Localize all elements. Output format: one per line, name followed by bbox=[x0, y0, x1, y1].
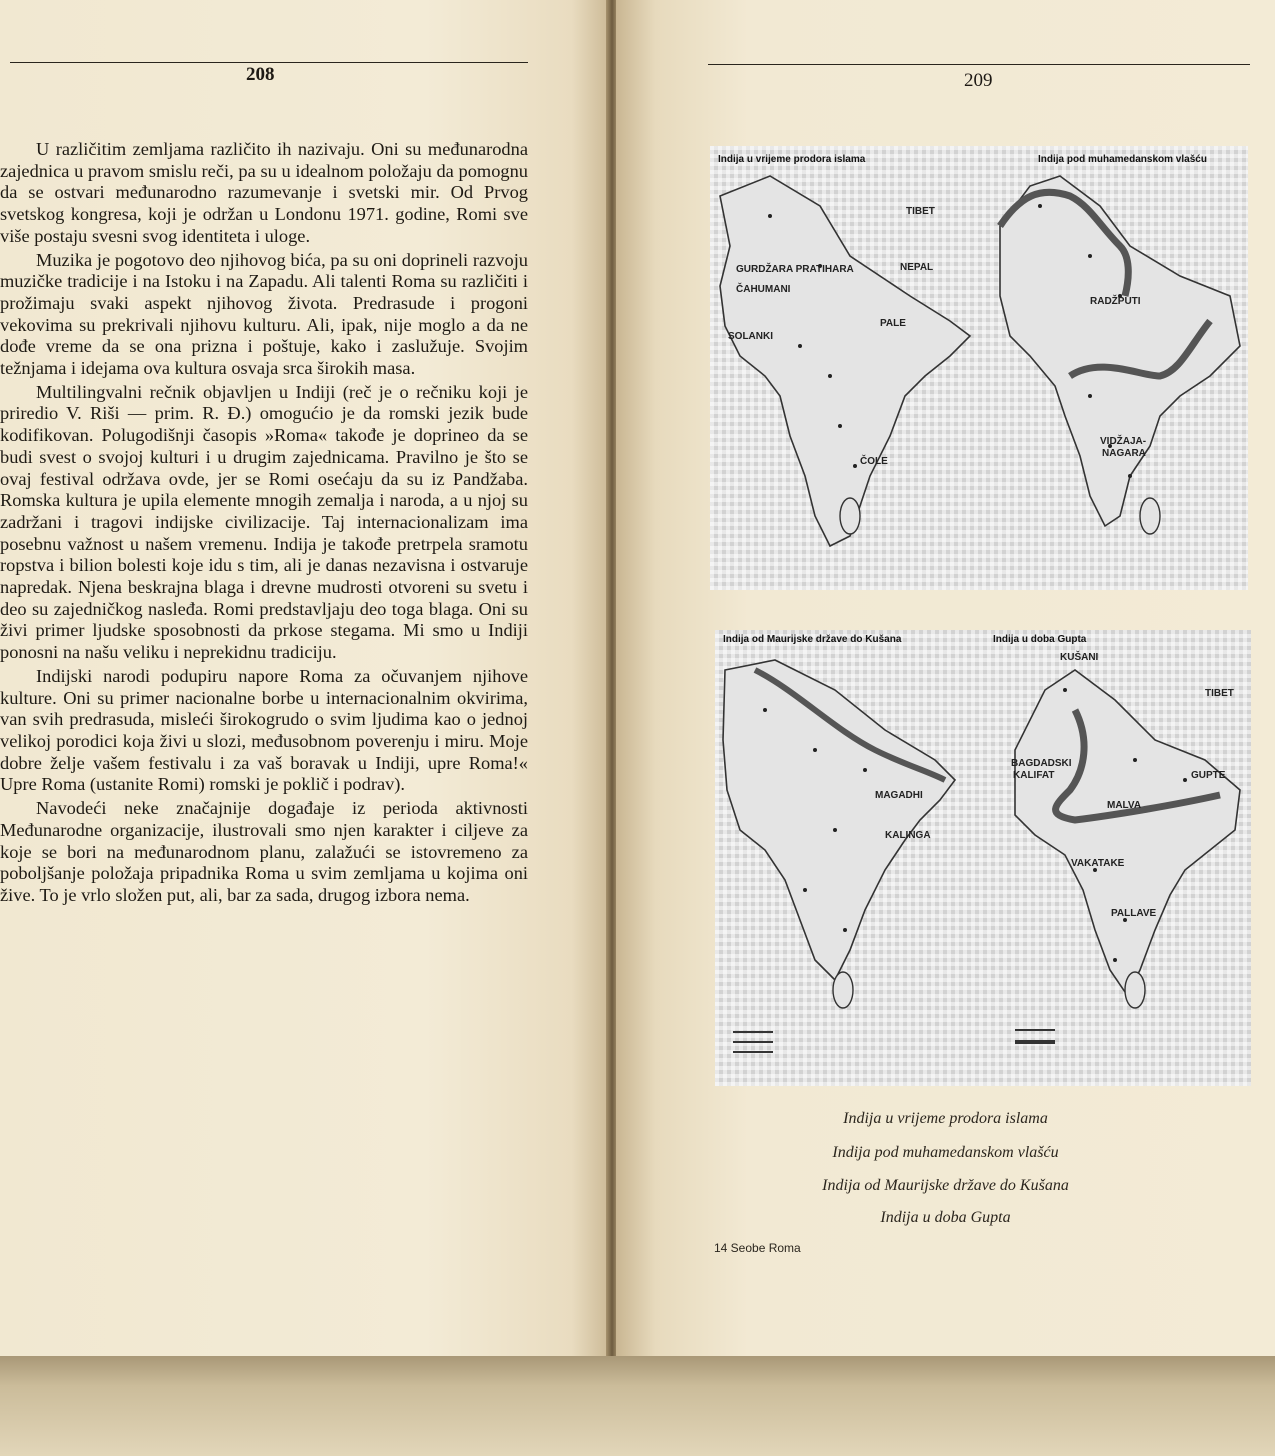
map-label: VAKATAKE bbox=[1071, 858, 1125, 869]
map-title: Indija u doba Gupta bbox=[993, 634, 1087, 645]
legend-lines bbox=[733, 1030, 1055, 1052]
map-label: KALIFAT bbox=[1013, 770, 1055, 781]
right-page bbox=[616, 0, 1275, 1356]
map-label: TIBET bbox=[906, 206, 935, 217]
map-panel-top bbox=[710, 146, 1248, 590]
map-label: TIBET bbox=[1205, 688, 1234, 699]
map-drawing-bottom bbox=[715, 630, 1251, 1086]
map-label: PALLAVE bbox=[1111, 908, 1157, 919]
map-label: KUŠANI bbox=[1060, 652, 1099, 663]
paragraph: Multilingvalni rečnik objavljen u Indiji (reč je o rečniku koji je priredio V. Riši — prim. R. Đ.) omogućio je da romski jezik bude kodifikovan. Polugodišnji časopis »Roma« takođe je doprineo da se budi svest o svojoj kulturi i u drugim zajednicama. Pravilno je što se ovaj festival održava ovde, jer se Romi osećaju da su iz Pandžaba. Romska kultura je upila elemente mnogih zemalja i naroda, a u njoj su zadržani i tragovi indijske civilizacije. Taj internacionalizam ima posebnu važnost u našem vremenu. Indija je takođe pretrpela sramotu ropstva i bilion bolesti koje idu s tim, ali je danas nezavisna i ostvaruje napredak. Njena beskrajna blaga i drevne mudrosti otvoreni su svetu i deo su zajedničkog nasleđa. Romi predstavljaju deo toga blaga. Oni su živi primer ljudske sposobnosti da prkose stegama. Mi smo u Indiji ponosni na našu veliku i neprekidnu tradiciju. bbox=[0, 381, 528, 663]
map-label: BAGDADSKI bbox=[1011, 758, 1072, 769]
map-title: Indija pod muhamedanskom vlašću bbox=[1038, 154, 1207, 165]
map-label: GUPTE bbox=[1191, 770, 1226, 781]
paragraph: Indijski narodi podupiru napore Roma za očuvanjem njihove kulture. Oni su primer nacionalne borbe u internacionalnim okvirima, van svih predrasuda, misleći širokogrudo o svim ljudima kao o jednoj velikoj porodici koja živi u slozi, međusobnom poverenju i miru. Moje dobre želje vašem festivalu i za vaš boravak u Indiji, upre Roma!« Upre Roma (ustanite Romi) romski je poklič i podrav). bbox=[0, 665, 528, 795]
map-label: NEPAL bbox=[900, 262, 934, 273]
paragraph: Navodeći neke značajnije događaje iz perioda aktivnosti Međunarodne organizacije, ilustrovali smo njen karakter i ciljeve za koje se bori na međunarodnom planu, zalažući se istovremeno za poboljšanje položaja pripadnika Roma u svim zemljama u kojima oni žive. To je vrlo složen put, ali, bar za sada, drugog izbora nema. bbox=[0, 798, 528, 905]
map-title: Indija od Maurijske države do Kušana bbox=[723, 634, 902, 645]
ceylon-left bbox=[833, 972, 853, 1008]
map-title: Indija u vrijeme prodora islama bbox=[718, 154, 866, 165]
ceylon-left bbox=[840, 498, 860, 534]
book-edge bbox=[0, 1356, 1275, 1456]
page-number-left: 208 bbox=[246, 64, 275, 85]
india-outline-right bbox=[1015, 670, 1240, 995]
map-label: NAGARA bbox=[1102, 448, 1146, 459]
map-label: RADŽPUTI bbox=[1090, 296, 1141, 307]
map-drawing-top bbox=[710, 146, 1248, 590]
body-text bbox=[0, 139, 528, 909]
map-label: SOLANKI bbox=[728, 331, 773, 342]
map-caption: Indija u vrijeme prodora islama bbox=[843, 1110, 1048, 1127]
map-label: MAGADHI bbox=[875, 790, 923, 801]
ceylon-right bbox=[1140, 498, 1160, 534]
map-caption: Indija od Maurijske države do Kušana bbox=[822, 1177, 1069, 1194]
page-number-right: 209 bbox=[964, 70, 993, 91]
map-label: PALE bbox=[880, 318, 906, 329]
map-label: VIDŽAJA- bbox=[1100, 436, 1147, 447]
map-label: ČOLE bbox=[860, 456, 888, 467]
header-rule-right bbox=[708, 64, 1250, 65]
ceylon-right bbox=[1125, 972, 1145, 1008]
map-caption: Indija u doba Gupta bbox=[880, 1209, 1011, 1226]
india-outline-right bbox=[1000, 176, 1240, 526]
map-label: ČAHUMANI bbox=[736, 284, 791, 295]
india-outline-left bbox=[720, 176, 970, 546]
map-panel-bottom bbox=[715, 630, 1251, 1086]
india-outline-left bbox=[723, 660, 955, 980]
header-rule-left bbox=[10, 62, 528, 63]
paragraph: Muzika je pogotovo deo njihovog bića, pa su oni doprineli razvoju muzičke tradicije i na Istoku i na Zapadu. Ali talenti Roma su različiti i prožimaju svaki aspekt njihovog života. Predrasude i progoni vekovima su prekrivali njihovu kulturu. Ali, ipak, nije moglo a da ne dođe vreme da se ona prizna i poštuje, kako i zaslužuje. Svojim težnjama i idejama ova kultura osvaja srca širokih masa. bbox=[0, 249, 528, 379]
map-label: GURDŽARA PRATIHARA bbox=[736, 264, 854, 275]
signature-mark: 14 Seobe Roma bbox=[714, 1241, 801, 1255]
paragraph: U različitim zemljama različito ih nazivaju. Oni su međunarodna zajednica u pravom smislu reči, pa su u idealnom položaju da pomognu da se ostvari međunarodno razumevanje i svetski mir. Od Prvog svetskog kongresa, koji je održan u Londonu 1971. godine, Romi sve više postaju svesni svog identiteta i uloge. bbox=[0, 139, 528, 246]
map-caption: Indija pod muhamedanskom vlašću bbox=[832, 1144, 1059, 1161]
map-label: MALVA bbox=[1107, 800, 1142, 811]
left-page bbox=[0, 0, 608, 1356]
map-label: KALINGA bbox=[885, 830, 931, 841]
